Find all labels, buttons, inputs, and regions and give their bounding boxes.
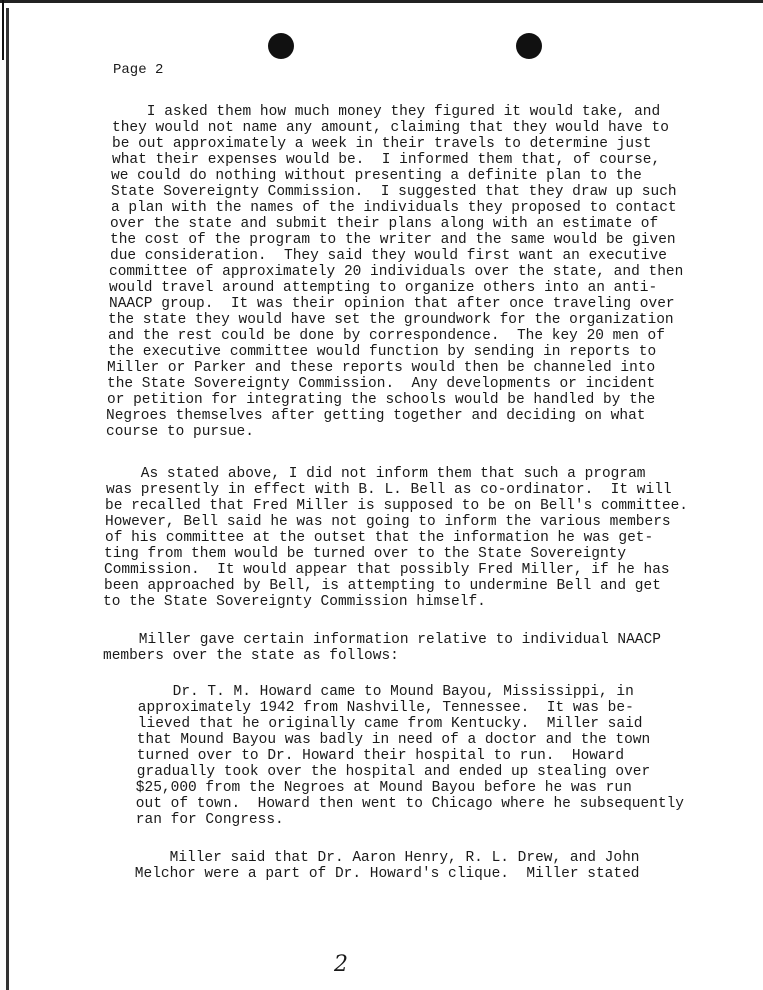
text-line: we could do nothing without presenting a definite plan to the bbox=[111, 168, 642, 184]
text-line: the State Sovereignty Commission. Any developments or incident bbox=[107, 376, 656, 392]
text-line: what their expenses would be. I informed them that, of course, bbox=[112, 152, 661, 168]
text-line: gradually took over the hospital and ended up stealing over bbox=[102, 764, 651, 780]
text-line: ran for Congress. bbox=[101, 812, 284, 828]
text-line: lieved that he originally came from Kentucky. Miller said bbox=[103, 716, 643, 732]
text-line: Melchor were a part of Dr. Howard's clique. Miller stated bbox=[100, 866, 640, 882]
punch-hole-right bbox=[516, 33, 542, 59]
text-line: been approached by Bell, is attempting to undermine Bell and get bbox=[104, 578, 661, 594]
text-line: members over the state as follows: bbox=[103, 648, 399, 664]
text-line: the executive committee would function by sending in reports to bbox=[108, 344, 657, 360]
text-line: Miller or Parker and these reports would then be channeled into bbox=[107, 360, 656, 376]
text-line: and the rest could be done by correspondence. The key 20 men of bbox=[108, 328, 665, 344]
text-line: State Sovereignty Commission. I suggested that they draw up such bbox=[111, 184, 677, 200]
text-line: Commission. It would appear that possibly Fred Miller, if he has bbox=[104, 562, 670, 578]
text-line: $25,000 from the Negroes at Mound Bayou before he was run bbox=[101, 780, 632, 796]
text-line: the cost of the program to the writer and the same would be given bbox=[110, 232, 676, 248]
text-line: I asked them how much money they figured it would take, and bbox=[112, 104, 661, 120]
scan-edge-top bbox=[0, 0, 763, 3]
scan-edge-left bbox=[6, 8, 9, 990]
handwritten-page-number: 2 bbox=[334, 952, 348, 977]
text-line: be recalled that Fred Miller is supposed to be on Bell's committee. bbox=[105, 498, 688, 514]
text-line: was presently in effect with B. L. Bell as co-ordinator. It will bbox=[106, 482, 672, 498]
text-line: ting from them would be turned over to the State Sovereignty bbox=[104, 546, 627, 562]
text-line: be out approximately a week in their travels to determine just bbox=[112, 136, 652, 152]
punch-hole-left bbox=[268, 33, 294, 59]
text-line: Dr. T. M. Howard came to Mound Bayou, Mississippi, in bbox=[103, 684, 634, 700]
text-line: However, Bell said he was not going to inform the various members bbox=[105, 514, 671, 530]
text-line: Negroes themselves after getting together and deciding on what bbox=[106, 408, 646, 424]
page-label: Page 2 bbox=[113, 62, 164, 78]
text-line: Miller said that Dr. Aaron Henry, R. L. Drew, and John bbox=[100, 850, 640, 866]
text-line: would travel around attempting to organize others into an anti- bbox=[109, 280, 658, 296]
text-line: NAACP group. It was their opinion that after once traveling over bbox=[109, 296, 675, 312]
scan-edge-mark bbox=[2, 0, 4, 60]
text-line: or petition for integrating the schools would be handled by the bbox=[107, 392, 656, 408]
text-line: to the State Sovereignty Commission himself. bbox=[103, 594, 486, 610]
text-line: As stated above, I did not inform them that such a program bbox=[106, 466, 646, 482]
text-line: Miller gave certain information relative to individual NAACP bbox=[104, 632, 661, 648]
text-line: that Mound Bayou was badly in need of a doctor and the town bbox=[102, 732, 651, 748]
text-line: of his committee at the outset that the information he was get- bbox=[105, 530, 654, 546]
text-line: a plan with the names of the individuals they proposed to contact bbox=[111, 200, 677, 216]
text-line: over the state and submit their plans along with an estimate of bbox=[110, 216, 659, 232]
text-line: the state they would have set the groundwork for the organization bbox=[108, 312, 674, 328]
text-line: due consideration. They said they would first want an executive bbox=[110, 248, 667, 264]
text-line: they would not name any amount, claiming that they would have to bbox=[112, 120, 669, 136]
text-line: out of town. Howard then went to Chicago where he subsequently bbox=[101, 796, 684, 812]
text-line: committee of approximately 20 individuals over the state, and then bbox=[109, 264, 684, 280]
text-line: approximately 1942 from Nashville, Tennessee. It was be- bbox=[103, 700, 634, 716]
text-line: course to pursue. bbox=[106, 424, 254, 440]
text-line: turned over to Dr. Howard their hospital to run. Howard bbox=[102, 748, 625, 764]
